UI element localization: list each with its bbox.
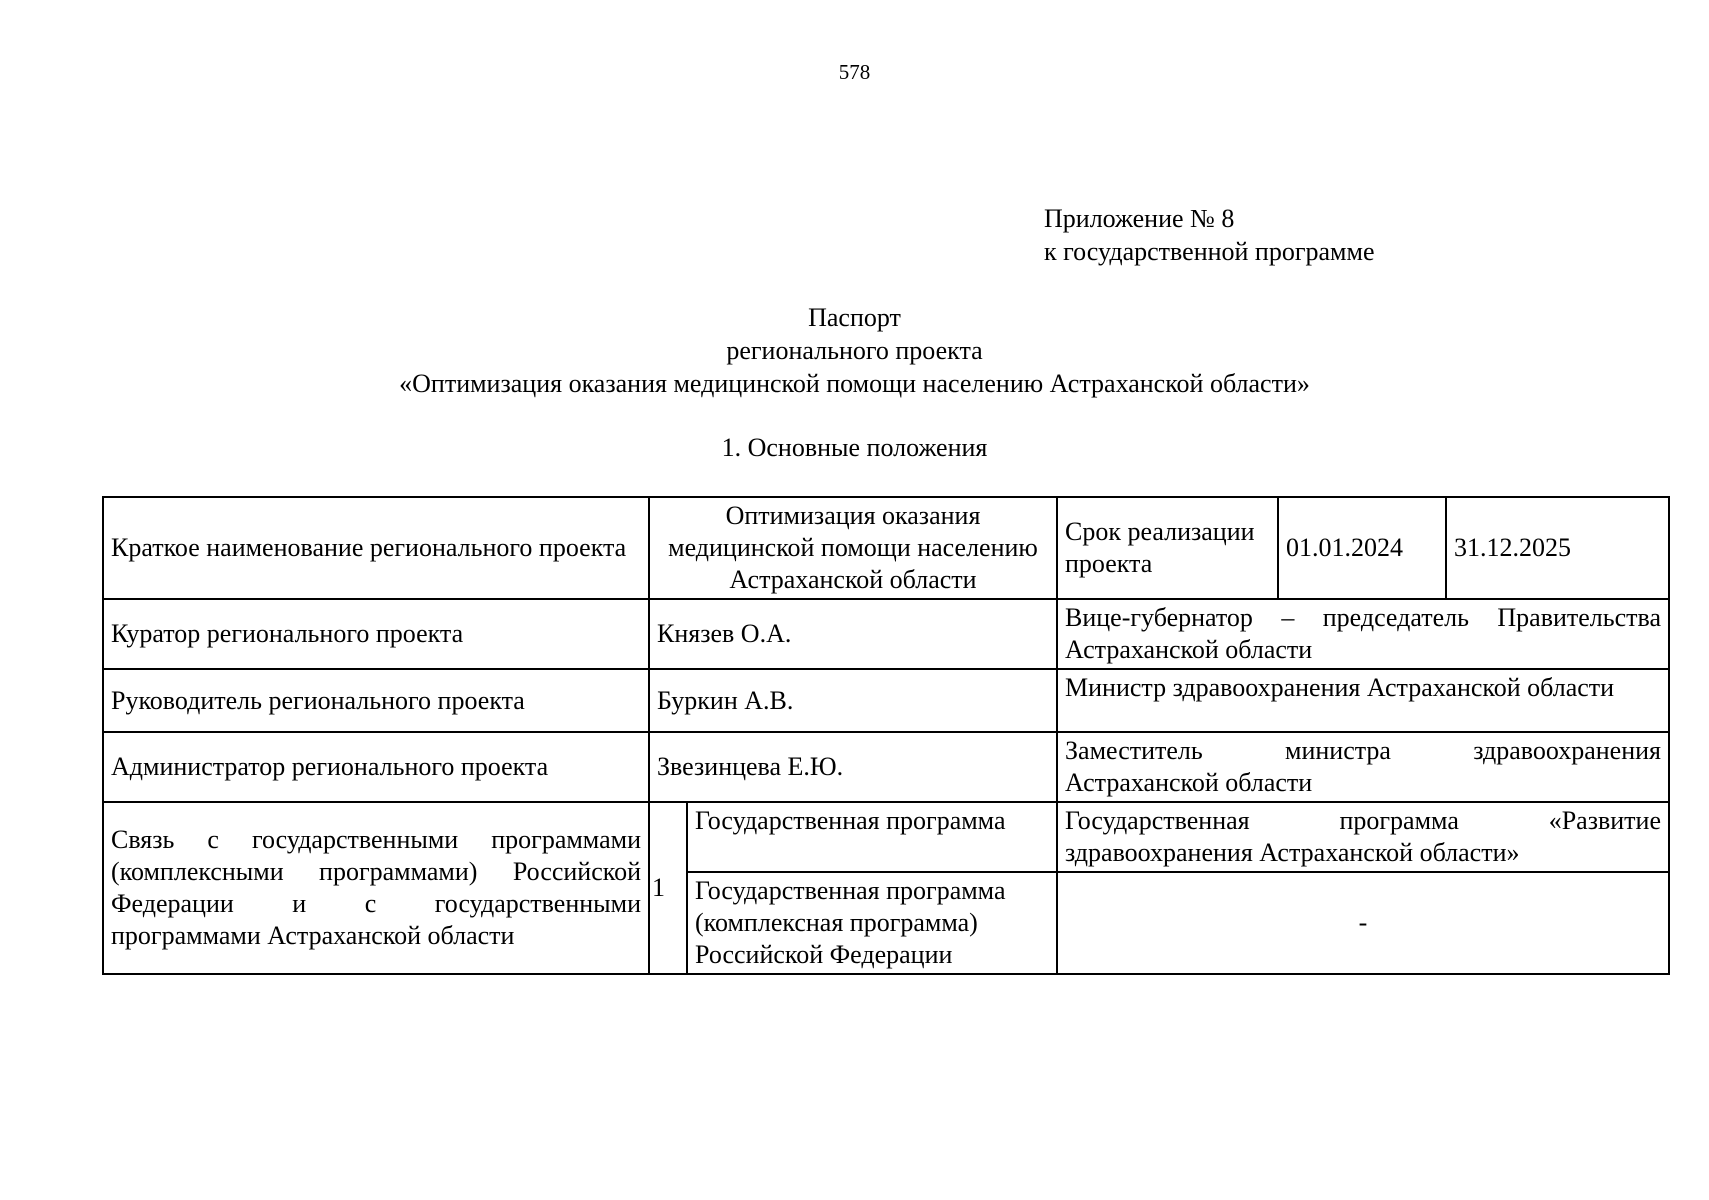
curator-label: Куратор регионального проекта [103,599,649,669]
table-row-administrator [103,732,1669,802]
head-label: Руководитель регионального проекта [103,669,649,732]
section-title: 1. Основные положения [721,433,988,462]
title-line-3: «Оптимизация оказания медицинской помощи населению Астраханской области» [399,369,1310,398]
head-name: Буркин А.В. [649,669,1057,732]
term-end: 31.12.2025 [1446,497,1669,599]
document-title [0,301,1709,400]
table-row-programs-1 [103,802,1669,872]
table-row-head [103,669,1669,732]
term-start: 01.01.2024 [1278,497,1446,599]
title-line-1: Паспорт [808,303,901,332]
federal-program-value: - [1057,872,1669,974]
curator-name: Князев О.А. [649,599,1057,669]
administrator-label: Администратор регионального проекта [103,732,649,802]
administrator-position: Заместитель министра здравоохранения Астраханской области [1057,732,1669,802]
curator-position: Вице-губернатор – председатель Правительства Астраханской области [1057,599,1669,669]
short-name-label: Краткое наименование регионального проекта [103,497,649,599]
title-line-2: регионального проекта [726,336,983,365]
state-program-value: Государственная программа «Развитие здравоохранения Астраханской области» [1057,802,1669,872]
page-number: 578 [838,60,871,84]
state-program-label: Государственная программа [687,802,1057,872]
appendix-line-1: Приложение № 8 [1044,204,1235,233]
passport-table [102,496,1670,975]
table-row-short-name [103,497,1669,599]
federal-program-label: Государственная программа (комплексная программа) Российской Федерации [687,872,1057,974]
short-name-value: Оптимизация оказания медицинской помощи населению Астраханской области [649,497,1057,599]
appendix-note [1044,202,1644,268]
term-label: Срок реализации проекта [1057,497,1278,599]
head-position: Министр здравоохранения Астраханской области [1057,669,1669,732]
programs-link-label: Связь с государственными программами (комплексными программами) Российской Федерации и с государственными программами Астраханской области [103,802,649,974]
programs-number: 1 [649,802,687,974]
appendix-line-2: к государственной программе [1044,237,1375,266]
administrator-name: Звезинцева Е.Ю. [649,732,1057,802]
table-row-curator [103,599,1669,669]
